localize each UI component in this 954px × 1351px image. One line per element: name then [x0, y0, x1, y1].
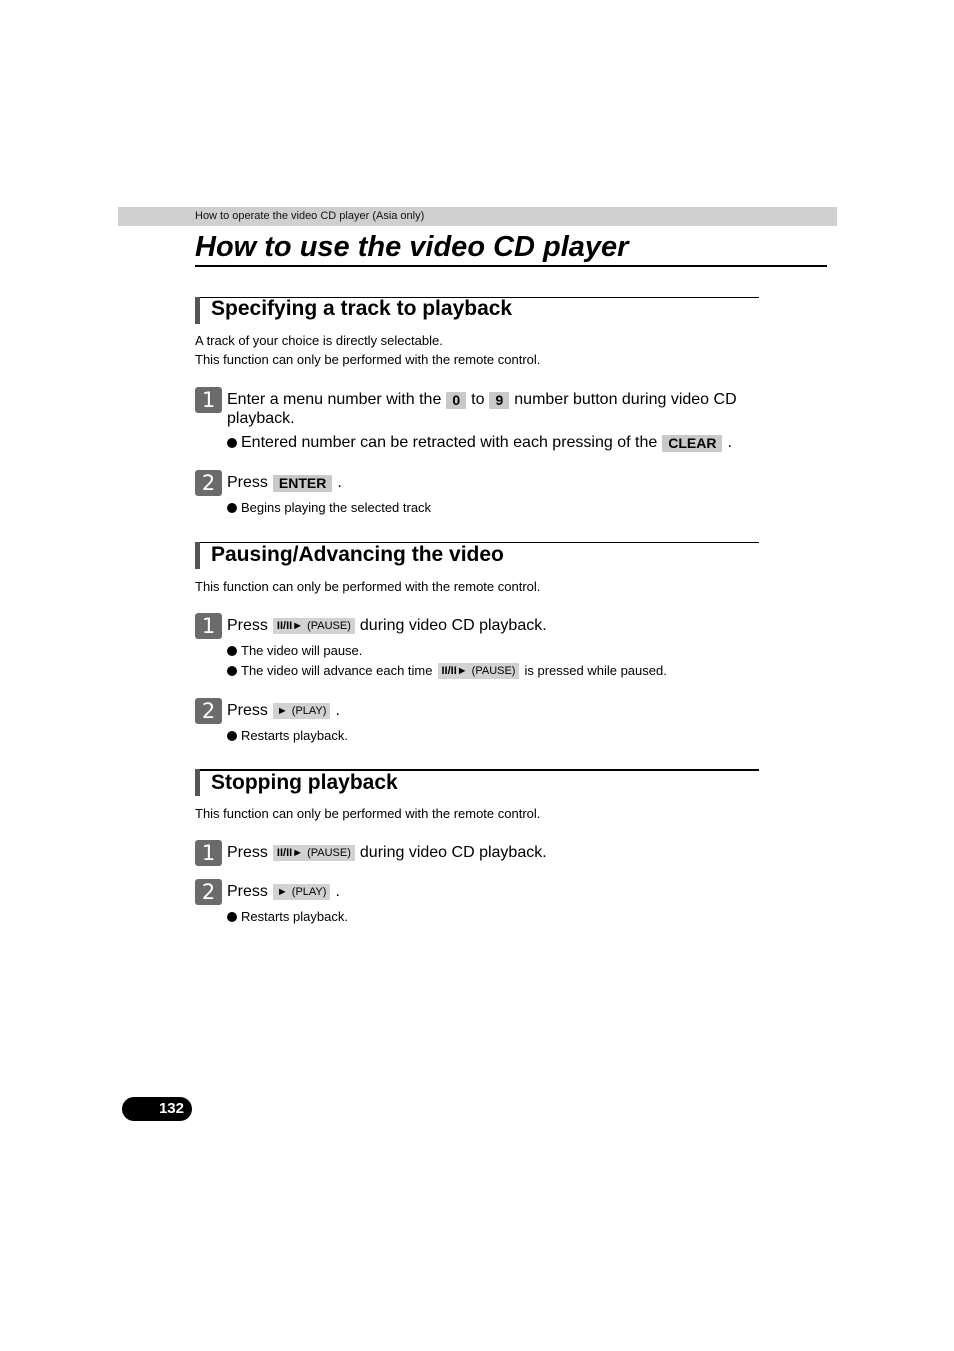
bullet-text: Restarts playback.	[241, 909, 348, 924]
bullet-item	[227, 727, 348, 744]
bullet-icon	[227, 646, 237, 656]
bullet-text: Begins playing the selected track	[241, 500, 432, 515]
pause-advance-icon: II/II►	[276, 847, 304, 859]
bullet-icon	[227, 503, 237, 513]
step-text-part: Press	[227, 474, 268, 491]
step-text	[227, 882, 340, 902]
bullet-end: .	[727, 434, 732, 451]
step-number: 1	[195, 387, 222, 413]
page-title: How to use the video CD player	[195, 231, 629, 263]
step-text-part: .	[335, 883, 340, 900]
play-icon: ►	[276, 705, 288, 717]
key-0: 0	[446, 392, 466, 409]
step-text-part: .	[337, 474, 342, 491]
play-key-label: (PLAY)	[291, 886, 327, 898]
bullet-item	[227, 499, 431, 516]
step-text	[227, 701, 340, 721]
bullet-icon	[227, 438, 237, 448]
step-text: playback.	[227, 410, 295, 427]
key-enter: ENTER	[273, 475, 332, 492]
bullet-text: The video will pause.	[241, 643, 363, 658]
pause-key-label: (PAUSE)	[307, 847, 351, 859]
key-clear: CLEAR	[662, 435, 722, 452]
bullet-item	[227, 908, 348, 925]
bullet-item	[227, 433, 732, 453]
step-text-part: Press	[227, 883, 268, 900]
step-text	[227, 843, 547, 863]
header-text: How to operate the video CD player (Asia only)	[195, 210, 425, 222]
section-bar	[195, 297, 200, 324]
key-9: 9	[489, 392, 509, 409]
section-title: Stopping playback	[211, 771, 398, 794]
title-rule	[195, 265, 827, 267]
bullet-text: The video will advance each time	[241, 663, 433, 678]
step-text-part: .	[335, 702, 340, 719]
play-key-label: (PLAY)	[291, 705, 327, 717]
pause-key	[273, 618, 355, 634]
section-intro: A track of your choice is directly selectable.	[195, 333, 443, 348]
play-icon: ►	[276, 886, 288, 898]
pause-advance-icon: II/II►	[276, 620, 304, 632]
section-intro: This function can only be performed with the remote control.	[195, 352, 541, 367]
bullet-icon	[227, 666, 237, 676]
bullet-item	[227, 662, 667, 679]
step-number: 2	[195, 470, 222, 496]
step-text-part: Press	[227, 617, 268, 634]
section-bar	[195, 769, 200, 796]
pause-key	[438, 663, 520, 679]
page-number: 132	[122, 1097, 192, 1121]
step-text	[227, 473, 342, 493]
bullet-icon	[227, 731, 237, 741]
step-number: 2	[195, 698, 222, 724]
step-number: 1	[195, 613, 222, 639]
section-title: Specifying a track to playback	[211, 297, 513, 320]
bullet-icon	[227, 912, 237, 922]
bullet-text: Restarts playback.	[241, 728, 348, 743]
step-text-part: Press	[227, 702, 268, 719]
pause-key	[273, 845, 355, 861]
pause-advance-icon: II/II►	[441, 664, 468, 677]
play-key	[273, 884, 331, 900]
pause-key-label: (PAUSE)	[307, 620, 351, 632]
step-text	[227, 390, 737, 410]
step-text-part: Press	[227, 844, 268, 861]
section-bar	[195, 542, 200, 569]
bullet-text: is pressed while paused.	[524, 663, 667, 678]
section-intro: This function can only be performed with the remote control.	[195, 806, 541, 821]
step-text-part: Enter a menu number with the	[227, 391, 442, 408]
step-text-part: during video CD playback.	[359, 617, 547, 634]
pause-key-label: (PAUSE)	[471, 664, 516, 677]
step-text-part: during video CD playback.	[359, 844, 547, 861]
step-text-part: number button during video CD	[514, 391, 737, 408]
step-number: 1	[195, 840, 222, 866]
section-intro: This function can only be performed with the remote control.	[195, 579, 541, 594]
step-text-part: to	[471, 391, 485, 408]
section-title: Pausing/Advancing the video	[211, 543, 504, 566]
bullet-text: Entered number can be retracted with each pressing of the	[241, 434, 658, 451]
play-key	[273, 703, 331, 719]
step-number: 2	[195, 879, 222, 905]
bullet-item	[227, 642, 362, 659]
step-text	[227, 616, 547, 636]
